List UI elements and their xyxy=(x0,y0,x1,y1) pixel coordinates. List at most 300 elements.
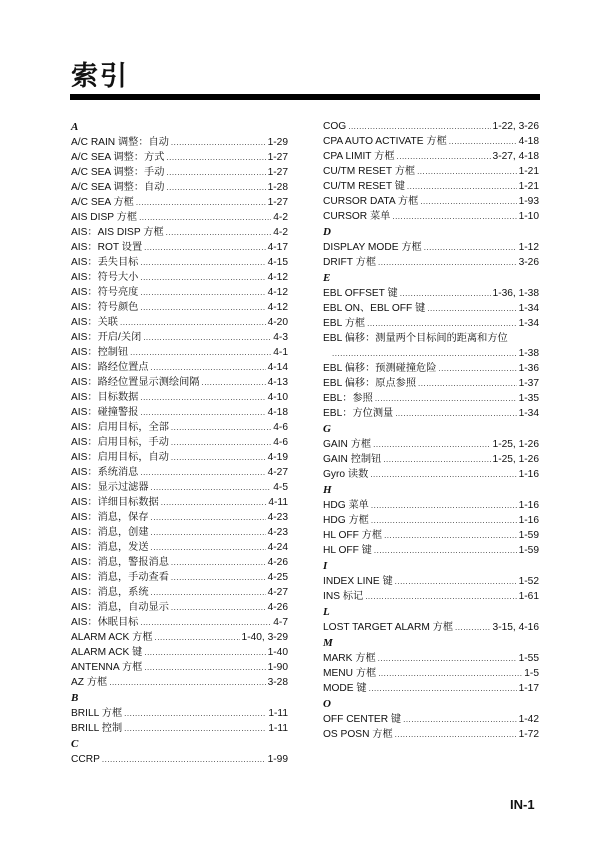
entry-term: OS POSN 方框 xyxy=(323,729,393,740)
index-entry xyxy=(323,179,539,194)
entry-page: 4-18 xyxy=(518,136,539,147)
index-entry xyxy=(323,574,539,589)
leader-dots xyxy=(373,437,490,452)
entry-term: DRIFT 方框 xyxy=(323,257,377,268)
entry-page: 4-7 xyxy=(273,617,288,628)
entry-term: GAIN 方框 xyxy=(323,439,372,450)
index-entry xyxy=(323,589,539,604)
entry-term: CU/TM RESET 键 xyxy=(323,181,405,192)
index-entry xyxy=(323,376,539,391)
index-entry xyxy=(71,585,288,600)
leader-dots xyxy=(378,255,517,270)
entry-term: EBL：参照 xyxy=(323,393,373,404)
entry-page: 4-27 xyxy=(267,587,288,598)
entry-term: ANTENNA 方框 xyxy=(71,662,143,673)
leader-dots xyxy=(140,285,265,300)
entry-page: 4-18 xyxy=(267,407,288,418)
entry-term: AIS：符号颜色 xyxy=(71,302,139,313)
entry-page: 3-27, 4-18 xyxy=(492,151,539,162)
index-entry xyxy=(71,675,288,690)
leader-dots xyxy=(171,435,271,450)
leader-dots xyxy=(384,528,517,543)
entry-term: BRILL 控制 xyxy=(71,723,123,734)
index-entry xyxy=(71,165,288,180)
leader-dots xyxy=(365,589,516,604)
leader-dots xyxy=(139,210,271,225)
index-entry xyxy=(71,330,288,345)
index-entry xyxy=(71,540,288,555)
leader-dots xyxy=(140,300,265,315)
leader-dots xyxy=(369,681,517,696)
index-entry xyxy=(323,513,539,528)
entry-page: 4-19 xyxy=(267,452,288,463)
leader-dots xyxy=(124,706,266,721)
leader-dots xyxy=(418,376,517,391)
entry-page: 1-12 xyxy=(518,242,539,253)
entry-page: 1-11 xyxy=(268,708,288,719)
entry-term: AIS：控制钮 xyxy=(71,347,129,358)
entry-page: 1-90 xyxy=(267,662,288,673)
index-entry xyxy=(323,255,539,270)
index-entry xyxy=(323,361,539,376)
index-entry xyxy=(71,435,288,450)
entry-term: AIS：启用目标，自动 xyxy=(71,452,169,463)
entry-page: 1-16 xyxy=(518,469,539,480)
section-heading: M xyxy=(323,637,333,649)
leader-dots xyxy=(124,721,266,736)
section-heading: L xyxy=(323,606,330,618)
index-entry xyxy=(71,375,288,390)
index-entry xyxy=(323,543,539,558)
entry-term: AIS：丢失目标 xyxy=(71,257,139,268)
index-entry xyxy=(323,681,539,696)
section-heading: D xyxy=(323,226,331,238)
entry-page: 4-12 xyxy=(267,272,288,283)
entry-page: 4-17 xyxy=(267,242,288,253)
entry-page: 1-27 xyxy=(267,167,288,178)
index-entry xyxy=(323,620,539,635)
leader-dots xyxy=(151,510,266,525)
entry-term: MENU 方框 xyxy=(323,668,377,679)
index-entry xyxy=(323,286,539,301)
leader-dots xyxy=(140,405,265,420)
entry-page: 1-16 xyxy=(518,515,539,526)
section-heading: A xyxy=(71,121,79,133)
index-entry xyxy=(71,135,288,150)
section-heading: C xyxy=(71,738,79,750)
leader-dots xyxy=(161,495,267,510)
section-heading: O xyxy=(323,698,331,710)
index-entry xyxy=(323,240,539,255)
entry-term: A/C SEA 方框 xyxy=(71,197,134,208)
entry-term: LOST TARGET ALARM 方框 xyxy=(323,622,454,633)
entry-term: COG xyxy=(323,121,347,132)
index-entry xyxy=(323,164,539,179)
entry-term: Gyro 读数 xyxy=(323,469,369,480)
entry-page: 1-59 xyxy=(518,530,539,541)
leader-dots xyxy=(140,465,265,480)
leader-dots xyxy=(438,361,516,376)
entry-page: 3-26 xyxy=(518,257,539,268)
entry-page: 1-40, 3-29 xyxy=(241,632,288,643)
leader-dots xyxy=(140,615,271,630)
leader-dots xyxy=(375,391,517,406)
entry-term: CPA AUTO ACTIVATE 方框 xyxy=(323,136,447,147)
entry-term: AIS：系统消息 xyxy=(71,467,139,478)
entry-page: 1-21 xyxy=(518,181,539,192)
entry-page: 1-34 xyxy=(518,318,539,329)
entry-term: AIS：消息，手动查看 xyxy=(71,572,169,583)
entry-page: 1-55 xyxy=(518,653,539,664)
index-entry xyxy=(71,300,288,315)
entry-page: 1-11 xyxy=(268,723,288,734)
entry-term: AIS：目标数据 xyxy=(71,392,139,403)
entry-term: EBL OFFSET 键 xyxy=(323,288,398,299)
entry-page: 4-23 xyxy=(267,527,288,538)
leader-dots xyxy=(151,360,266,375)
index-entry xyxy=(323,119,539,134)
leader-dots xyxy=(371,498,517,513)
entry-term: AIS：路经位置显示测绘间隔 xyxy=(71,377,200,388)
leader-dots xyxy=(171,420,271,435)
entry-term: AIS：消息，保存 xyxy=(71,512,149,523)
entry-page: 1-22, 3-26 xyxy=(492,121,539,132)
leader-dots xyxy=(151,585,266,600)
entry-term: CU/TM RESET 方框 xyxy=(323,166,416,177)
index-entry xyxy=(323,391,539,406)
leader-dots xyxy=(140,255,265,270)
entry-page: 4-6 xyxy=(273,437,288,448)
leader-dots xyxy=(383,452,490,467)
entry-page: 1-17 xyxy=(518,683,539,694)
entry-page: 4-2 xyxy=(273,212,288,223)
leader-dots xyxy=(120,315,266,330)
entry-page: 1-28 xyxy=(267,182,288,193)
index-entry xyxy=(71,600,288,615)
leader-dots xyxy=(136,195,266,210)
entry-page: 4-6 xyxy=(273,422,288,433)
entry-page: 1-29 xyxy=(267,137,288,148)
leader-dots xyxy=(166,150,265,165)
index-entry xyxy=(71,525,288,540)
index-entry xyxy=(71,255,288,270)
leader-dots xyxy=(171,450,266,465)
entry-page: 4-15 xyxy=(267,257,288,268)
title-rule xyxy=(70,94,540,100)
index-entry xyxy=(71,480,288,495)
index-entry xyxy=(71,465,288,480)
index-entry xyxy=(323,498,539,513)
entry-term: AIS：详细目标数据 xyxy=(71,497,159,508)
index-entry xyxy=(71,706,288,721)
leader-dots xyxy=(378,651,517,666)
leader-dots xyxy=(424,240,517,255)
entry-page: 4-26 xyxy=(267,602,288,613)
index-entry xyxy=(71,270,288,285)
entry-page: 1-61 xyxy=(518,591,539,602)
entry-page: 1-42 xyxy=(518,714,539,725)
leader-dots xyxy=(407,179,517,194)
leader-dots xyxy=(371,513,517,528)
entry-term: AIS：消息，创建 xyxy=(71,527,149,538)
index-entry xyxy=(323,194,539,209)
entry-term: BRILL 方框 xyxy=(71,708,123,719)
entry-page: 1-5 xyxy=(524,668,539,679)
entry-page: 1-36, 1-38 xyxy=(492,288,539,299)
entry-page: 1-21 xyxy=(518,166,539,177)
index-entry xyxy=(71,360,288,375)
entry-page: 1-93 xyxy=(518,196,539,207)
leader-dots xyxy=(140,270,265,285)
entry-term: OFF CENTER 键 xyxy=(323,714,402,725)
index-entry xyxy=(71,405,288,420)
leader-dots xyxy=(370,467,516,482)
leader-dots xyxy=(151,525,266,540)
entry-term: AIS：显示过滤器 xyxy=(71,482,149,493)
index-entry xyxy=(71,315,288,330)
entry-term: CCRP xyxy=(71,754,100,765)
index-entry xyxy=(323,134,539,149)
index-entry xyxy=(323,209,539,224)
entry-page: 1-72 xyxy=(518,729,539,740)
index-entry xyxy=(71,390,288,405)
index-entry xyxy=(71,225,288,240)
leader-dots xyxy=(403,712,517,727)
entry-page: 1-34 xyxy=(518,303,539,314)
leader-dots xyxy=(449,134,517,149)
entry-term: GAIN 控制钮 xyxy=(323,454,382,465)
entry-page: 3-28 xyxy=(267,677,288,688)
entry-page: 4-26 xyxy=(267,557,288,568)
entry-page: 4-11 xyxy=(268,497,288,508)
entry-page: 1-25, 1-26 xyxy=(492,454,539,465)
leader-dots xyxy=(427,301,516,316)
leader-dots xyxy=(140,390,265,405)
index-entry xyxy=(71,285,288,300)
leader-dots xyxy=(144,240,265,255)
leader-dots xyxy=(166,165,265,180)
leader-dots xyxy=(155,630,240,645)
entry-term: AIS：消息，警报消息 xyxy=(71,557,169,568)
entry-term: AIS：符号大小 xyxy=(71,272,139,283)
entry-term: AIS：符号亮度 xyxy=(71,287,139,298)
entry-term: ALARM ACK 方框 xyxy=(71,632,153,643)
entry-page: 4-23 xyxy=(267,512,288,523)
entry-term: HL OFF 键 xyxy=(323,545,372,556)
section-heading: I xyxy=(323,560,328,572)
leader-dots xyxy=(395,727,517,742)
index-entry xyxy=(323,651,539,666)
entry-term: ALARM ACK 键 xyxy=(71,647,143,658)
entry-page: 1-16 xyxy=(518,500,539,511)
entry-page: 4-5 xyxy=(273,482,288,493)
leader-dots xyxy=(171,135,266,150)
index-entry xyxy=(323,437,539,452)
index-entry xyxy=(71,420,288,435)
entry-page: 4-10 xyxy=(267,392,288,403)
entry-page: 4-12 xyxy=(267,302,288,313)
entry-page: 1-40 xyxy=(267,647,288,658)
leader-dots xyxy=(201,375,265,390)
leader-dots xyxy=(151,540,266,555)
entry-term: MARK 方框 xyxy=(323,653,376,664)
entry-term: AIS：碰撞警报 xyxy=(71,407,139,418)
entry-term: HDG 菜单 xyxy=(323,500,369,511)
leader-dots xyxy=(348,119,490,134)
leader-dots xyxy=(397,149,491,164)
index-entry xyxy=(71,555,288,570)
entry-term: EBL ON、EBL OFF 键 xyxy=(323,303,426,314)
page-title: 索引 xyxy=(71,61,129,92)
entry-term: AIS：消息，发送 xyxy=(71,542,149,553)
index-entry xyxy=(71,721,288,736)
leader-dots xyxy=(395,574,517,589)
index-entry xyxy=(71,195,288,210)
entry-page: 1-10 xyxy=(518,211,539,222)
entry-page: 3-15, 4-16 xyxy=(492,622,539,633)
entry-page: 4-2 xyxy=(273,227,288,238)
leader-dots xyxy=(151,480,272,495)
leader-dots xyxy=(374,543,517,558)
entry-page: 4-14 xyxy=(267,362,288,373)
index-entry xyxy=(71,615,288,630)
entry-term: EBL 偏移：预测碰撞危险 xyxy=(323,363,437,374)
entry-term: AIS：启用目标，手动 xyxy=(71,437,169,448)
leader-dots xyxy=(455,620,491,635)
entry-term: A/C SEA 调整：自动 xyxy=(71,182,165,193)
leader-dots xyxy=(102,752,266,767)
leader-dots xyxy=(130,345,271,360)
entry-term: CURSOR 菜单 xyxy=(323,211,391,222)
section-heading: G xyxy=(323,423,331,435)
section-heading: H xyxy=(323,484,332,496)
index-entry xyxy=(323,406,539,421)
index-entry xyxy=(71,570,288,585)
leader-dots xyxy=(378,666,522,681)
index-entry xyxy=(71,752,288,767)
leader-dots xyxy=(392,209,516,224)
entry-page: 4-24 xyxy=(267,542,288,553)
index-entry xyxy=(323,666,539,681)
entry-term: AIS：ROT 设置 xyxy=(71,242,143,253)
entry-term: AIS DISP 方框 xyxy=(71,212,138,223)
entry-page: 1-99 xyxy=(267,754,288,765)
leader-dots xyxy=(395,406,516,421)
entry-page: 4-3 xyxy=(273,332,288,343)
entry-term: INDEX LINE 键 xyxy=(323,576,393,587)
entry-term: CPA LIMIT 方框 xyxy=(323,151,395,162)
leader-dots xyxy=(332,346,517,361)
entry-page: 1-52 xyxy=(518,576,539,587)
entry-term: DISPLAY MODE 方框 xyxy=(323,242,422,253)
entry-term: AZ 方框 xyxy=(71,677,108,688)
leader-dots xyxy=(144,660,265,675)
leader-dots xyxy=(400,286,491,301)
index-entry xyxy=(71,495,288,510)
index-entry xyxy=(71,210,288,225)
entry-page: 4-13 xyxy=(267,377,288,388)
leader-dots xyxy=(143,330,271,345)
leader-dots xyxy=(367,316,517,331)
entry-page: 4-27 xyxy=(267,467,288,478)
index-entry xyxy=(323,727,539,742)
section-heading: E xyxy=(323,272,331,284)
entry-term: HL OFF 方框 xyxy=(323,530,383,541)
entry-page: 1-35 xyxy=(518,393,539,404)
page-number: IN-1 xyxy=(510,797,535,812)
leader-dots xyxy=(171,570,266,585)
index-entry xyxy=(323,149,539,164)
section-heading: B xyxy=(71,692,79,704)
entry-page: 4-1 xyxy=(273,347,288,358)
entry-page: 1-27 xyxy=(267,152,288,163)
leader-dots xyxy=(171,555,266,570)
leader-dots xyxy=(420,194,516,209)
entry-page: 4-25 xyxy=(267,572,288,583)
entry-term: INS 标记 xyxy=(323,591,364,602)
entry-term: A/C RAIN 调整：自动 xyxy=(71,137,169,148)
leader-dots xyxy=(166,225,272,240)
entry-term: CURSOR DATA 方框 xyxy=(323,196,419,207)
entry-term: AIS：路经位置点 xyxy=(71,362,149,373)
entry-term: A/C SEA 调整：手动 xyxy=(71,167,165,178)
index-entry xyxy=(323,331,539,346)
index-entry xyxy=(71,180,288,195)
leader-dots xyxy=(417,164,517,179)
index-entry xyxy=(323,712,539,727)
entry-term: MODE 键 xyxy=(323,683,367,694)
entry-page: 4-20 xyxy=(267,317,288,328)
leader-dots xyxy=(171,600,266,615)
index-entry xyxy=(323,301,539,316)
entry-term: AIS：启用目标，全部 xyxy=(71,422,169,433)
entry-page: 1-38 xyxy=(518,348,539,359)
leader-dots xyxy=(109,675,265,690)
entry-term: AIS：消息，自动显示 xyxy=(71,602,169,613)
entry-page: 4-12 xyxy=(267,287,288,298)
index-entry xyxy=(71,240,288,255)
leader-dots xyxy=(144,645,265,660)
entry-page: 1-36 xyxy=(518,363,539,374)
entry-page: 1-27 xyxy=(267,197,288,208)
entry-term: HDG 方框 xyxy=(323,515,369,526)
index-entry xyxy=(71,645,288,660)
leader-dots xyxy=(166,180,265,195)
entry-page: 1-37 xyxy=(518,378,539,389)
entry-term: A/C SEA 调整：方式 xyxy=(71,152,165,163)
entry-term: EBL 方框 xyxy=(323,318,366,329)
index-entry xyxy=(323,528,539,543)
entry-term: EBL：方位测量 xyxy=(323,408,394,419)
entry-page: 1-34 xyxy=(518,408,539,419)
index-entry xyxy=(71,630,288,645)
entry-term: AIS：关联 xyxy=(71,317,118,328)
entry-term: AIS：开启/关闭 xyxy=(71,332,142,343)
index-entry xyxy=(323,316,539,331)
index-entry xyxy=(323,452,539,467)
entry-term: EBL 偏移：原点参照 xyxy=(323,378,417,389)
index-entry xyxy=(71,510,288,525)
entry-term: EBL 偏移：测量两个目标间的距离和方位 xyxy=(323,333,508,344)
index-column-right xyxy=(323,119,539,742)
entry-page: 1-25, 1-26 xyxy=(492,439,539,450)
entry-term: AIS：AIS DISP 方框 xyxy=(71,227,164,238)
index-entry-continuation xyxy=(323,346,539,361)
index-entry xyxy=(71,345,288,360)
index-entry xyxy=(71,150,288,165)
entry-term: AIS：消息，系统 xyxy=(71,587,149,598)
index-column-left xyxy=(71,119,288,767)
